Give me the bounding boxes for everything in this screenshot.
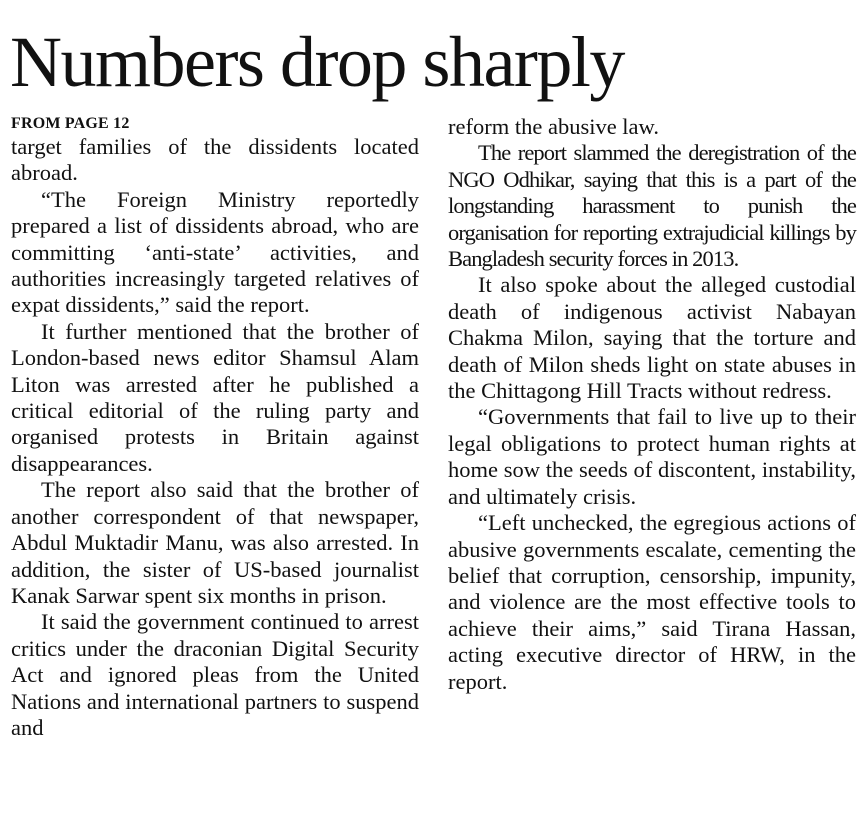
article-column-right — [448, 114, 856, 695]
paragraph: “Governments that fail to live up to their legal obligations to protect human rights at home sow the seeds of discontent, instability, and ultimately crisis. — [448, 404, 856, 509]
headline: Numbers drop sharply — [10, 22, 624, 102]
paragraph: The report slammed the deregistration of the NGO Odhikar, saying that this is a part of the longstanding harassment to punish the organisation for reporting extrajudicial killings by Bangladesh security forces in 2013. — [448, 140, 856, 272]
paragraph: It also spoke about the alleged custodial death of indigenous activist Nabayan Chakma Milon, saying that the torture and death of Milon sheds light on state abuses in the Chittagong Hill Tracts without redress. — [448, 272, 856, 404]
article-column-left — [11, 114, 419, 741]
paragraph: “Left unchecked, the egregious actions of abusive governments escalate, cementing the belief that corruption, censorship, impunity, and violence are the most effective tools to achieve their aims,” said Tirana Hassan, acting executive director of HRW, in the report. — [448, 510, 856, 694]
paragraph: reform the abusive law. — [448, 114, 659, 139]
paragraph: It further mentioned that the brother of London-based news editor Shamsul Alam Liton was arrested after he published a critical editorial of the ruling party and organised protests in Britain against disappearances. — [11, 318, 419, 476]
paragraph: “The Foreign Ministry reportedly prepared a list of dissidents abroad, who are committing ‘anti-state’ activities, and authorities increasingly targeted relatives of expat dissidents,” said the report. — [11, 186, 419, 318]
paragraph: The report also said that the brother of another correspondent of that newspaper, Abdul Muktadir Manu, was also arrested. In addition, the sister of US-based journalist Kanak Sarwar spent six months in prison. — [11, 477, 419, 608]
continuation-kicker: FROM PAGE 12 — [11, 115, 130, 132]
paragraph: target families of the dissidents located abroad. — [11, 134, 419, 186]
paragraph: It said the government continued to arrest critics under the draconian Digital Security Act and ignored pleas from the United Nations and international partners to suspend and — [11, 609, 419, 740]
